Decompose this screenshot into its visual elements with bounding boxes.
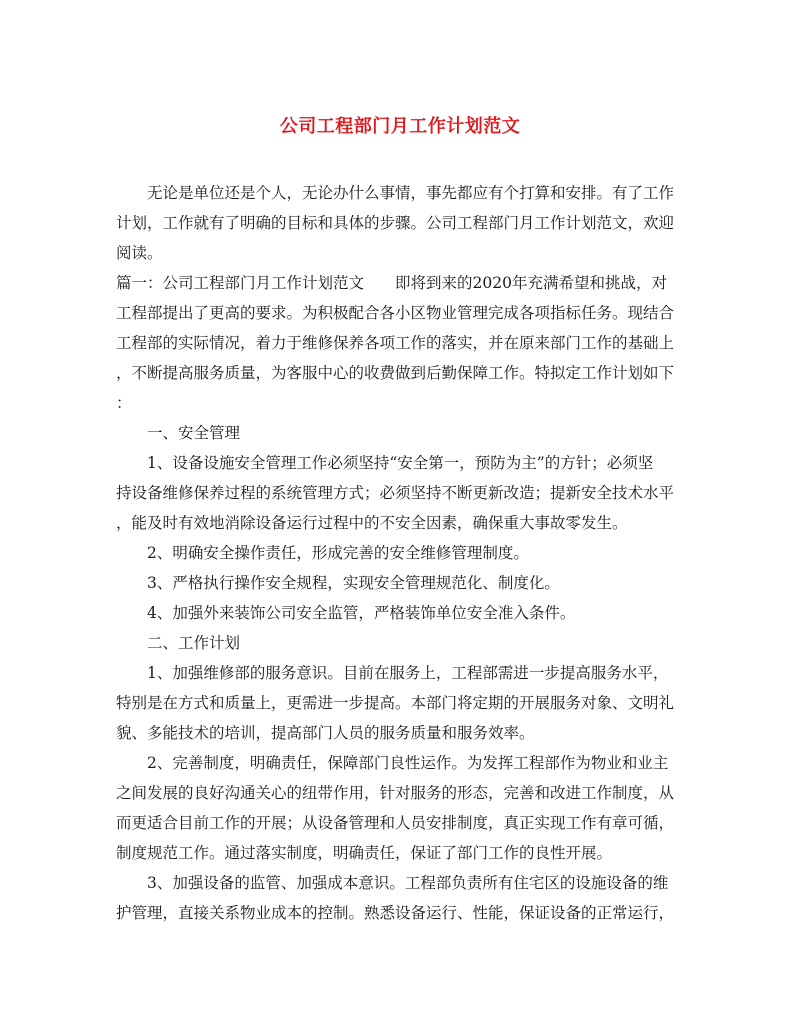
paragraph-line: 无论是单位还是个人，无论办什么事情，事先都应有个打算和安排。有了工作 bbox=[147, 184, 675, 202]
section-heading: 二、工作计划 bbox=[147, 634, 241, 652]
paragraph-line: 持设备维修保养过程的系统管理方式；必须坚持不断更新改造；提新安全技术水平 bbox=[116, 484, 675, 502]
paragraph-line: 1、加强维修部的服务意识。目前在服务上，工程部需进一步提高服务水平， bbox=[147, 664, 669, 682]
paragraph-line: 2、完善制度，明确责任，保障部门良性运作。为发挥工程部作为物业和业主 bbox=[147, 754, 669, 772]
paragraph-line: 1、设备设施安全管理工作必须坚持“安全第一，预防为主”的方针；必须坚 bbox=[147, 454, 654, 472]
paragraph-line: 特别是在方式和质量上，更需进一步提高。本部门将定期的开展服务对象、文明礼 bbox=[116, 694, 675, 712]
paragraph-line: 阅读。 bbox=[116, 244, 163, 262]
paragraph-line: 貌、多能技术的培训，提高部门人员的服务质量和服务效率。 bbox=[116, 724, 535, 742]
paragraph-line: 3、严格执行操作安全规程，实现安全管理规范化、制度化。 bbox=[147, 574, 560, 592]
document-title: 公司工程部门月工作计划范文 bbox=[279, 116, 521, 137]
paragraph-line: 之间发展的良好沟通关心的纽带作用，针对服务的形态，完善和改进工作制度，从 bbox=[116, 784, 675, 802]
paragraph-line: 工程部的实际情况，着力于维修保养各项工作的落实，并在原来部门工作的基础上 bbox=[116, 334, 675, 352]
paragraph-line: ： bbox=[116, 394, 132, 412]
paragraph-line: ，能及时有效地消除设备运行过程中的不安全因素，确保重大事故零发生。 bbox=[116, 514, 628, 532]
section-heading: 一、安全管理 bbox=[147, 424, 241, 442]
paragraph-line: 工程部提出了更高的要求。为积极配合各小区物业管理完成各项指标任务。现结合 bbox=[116, 304, 675, 322]
paragraph-line: 2、明确安全操作责任，形成完善的安全维修管理制度。 bbox=[147, 544, 529, 562]
paragraph-line: 制度规范工作。通过落实制度，明确责任，保证了部门工作的良性开展。 bbox=[116, 844, 613, 862]
paragraph-line: 4、加强外来装饰公司安全监管，严格装饰单位安全准入条件。 bbox=[147, 604, 576, 622]
paragraph-line: 计划，工作就有了明确的目标和具体的步骤。公司工程部门月工作计划范文，欢迎 bbox=[116, 214, 675, 232]
paragraph-line: 而更适合目前工作的开展；从设备管理和人员安排制度，真正实现工作有章可循， bbox=[116, 814, 675, 832]
paragraph-line: ，不断提高服务质量，为客服中心的收费做到后勤保障工作。特拟定工作计划如下 bbox=[116, 364, 675, 382]
paragraph-line: 篇一：公司工程部门月工作计划范文 即将到来的2020年充满希望和挑战，对 bbox=[116, 274, 667, 292]
document-body bbox=[116, 178, 686, 928]
paragraph-line: 护管理，直接关系物业成本的控制。熟悉设备运行、性能，保证设备的正常运行， bbox=[116, 904, 675, 922]
paragraph-line: 3、加强设备的监管、加强成本意识。工程部负责所有住宅区的设施设备的维 bbox=[147, 874, 669, 892]
